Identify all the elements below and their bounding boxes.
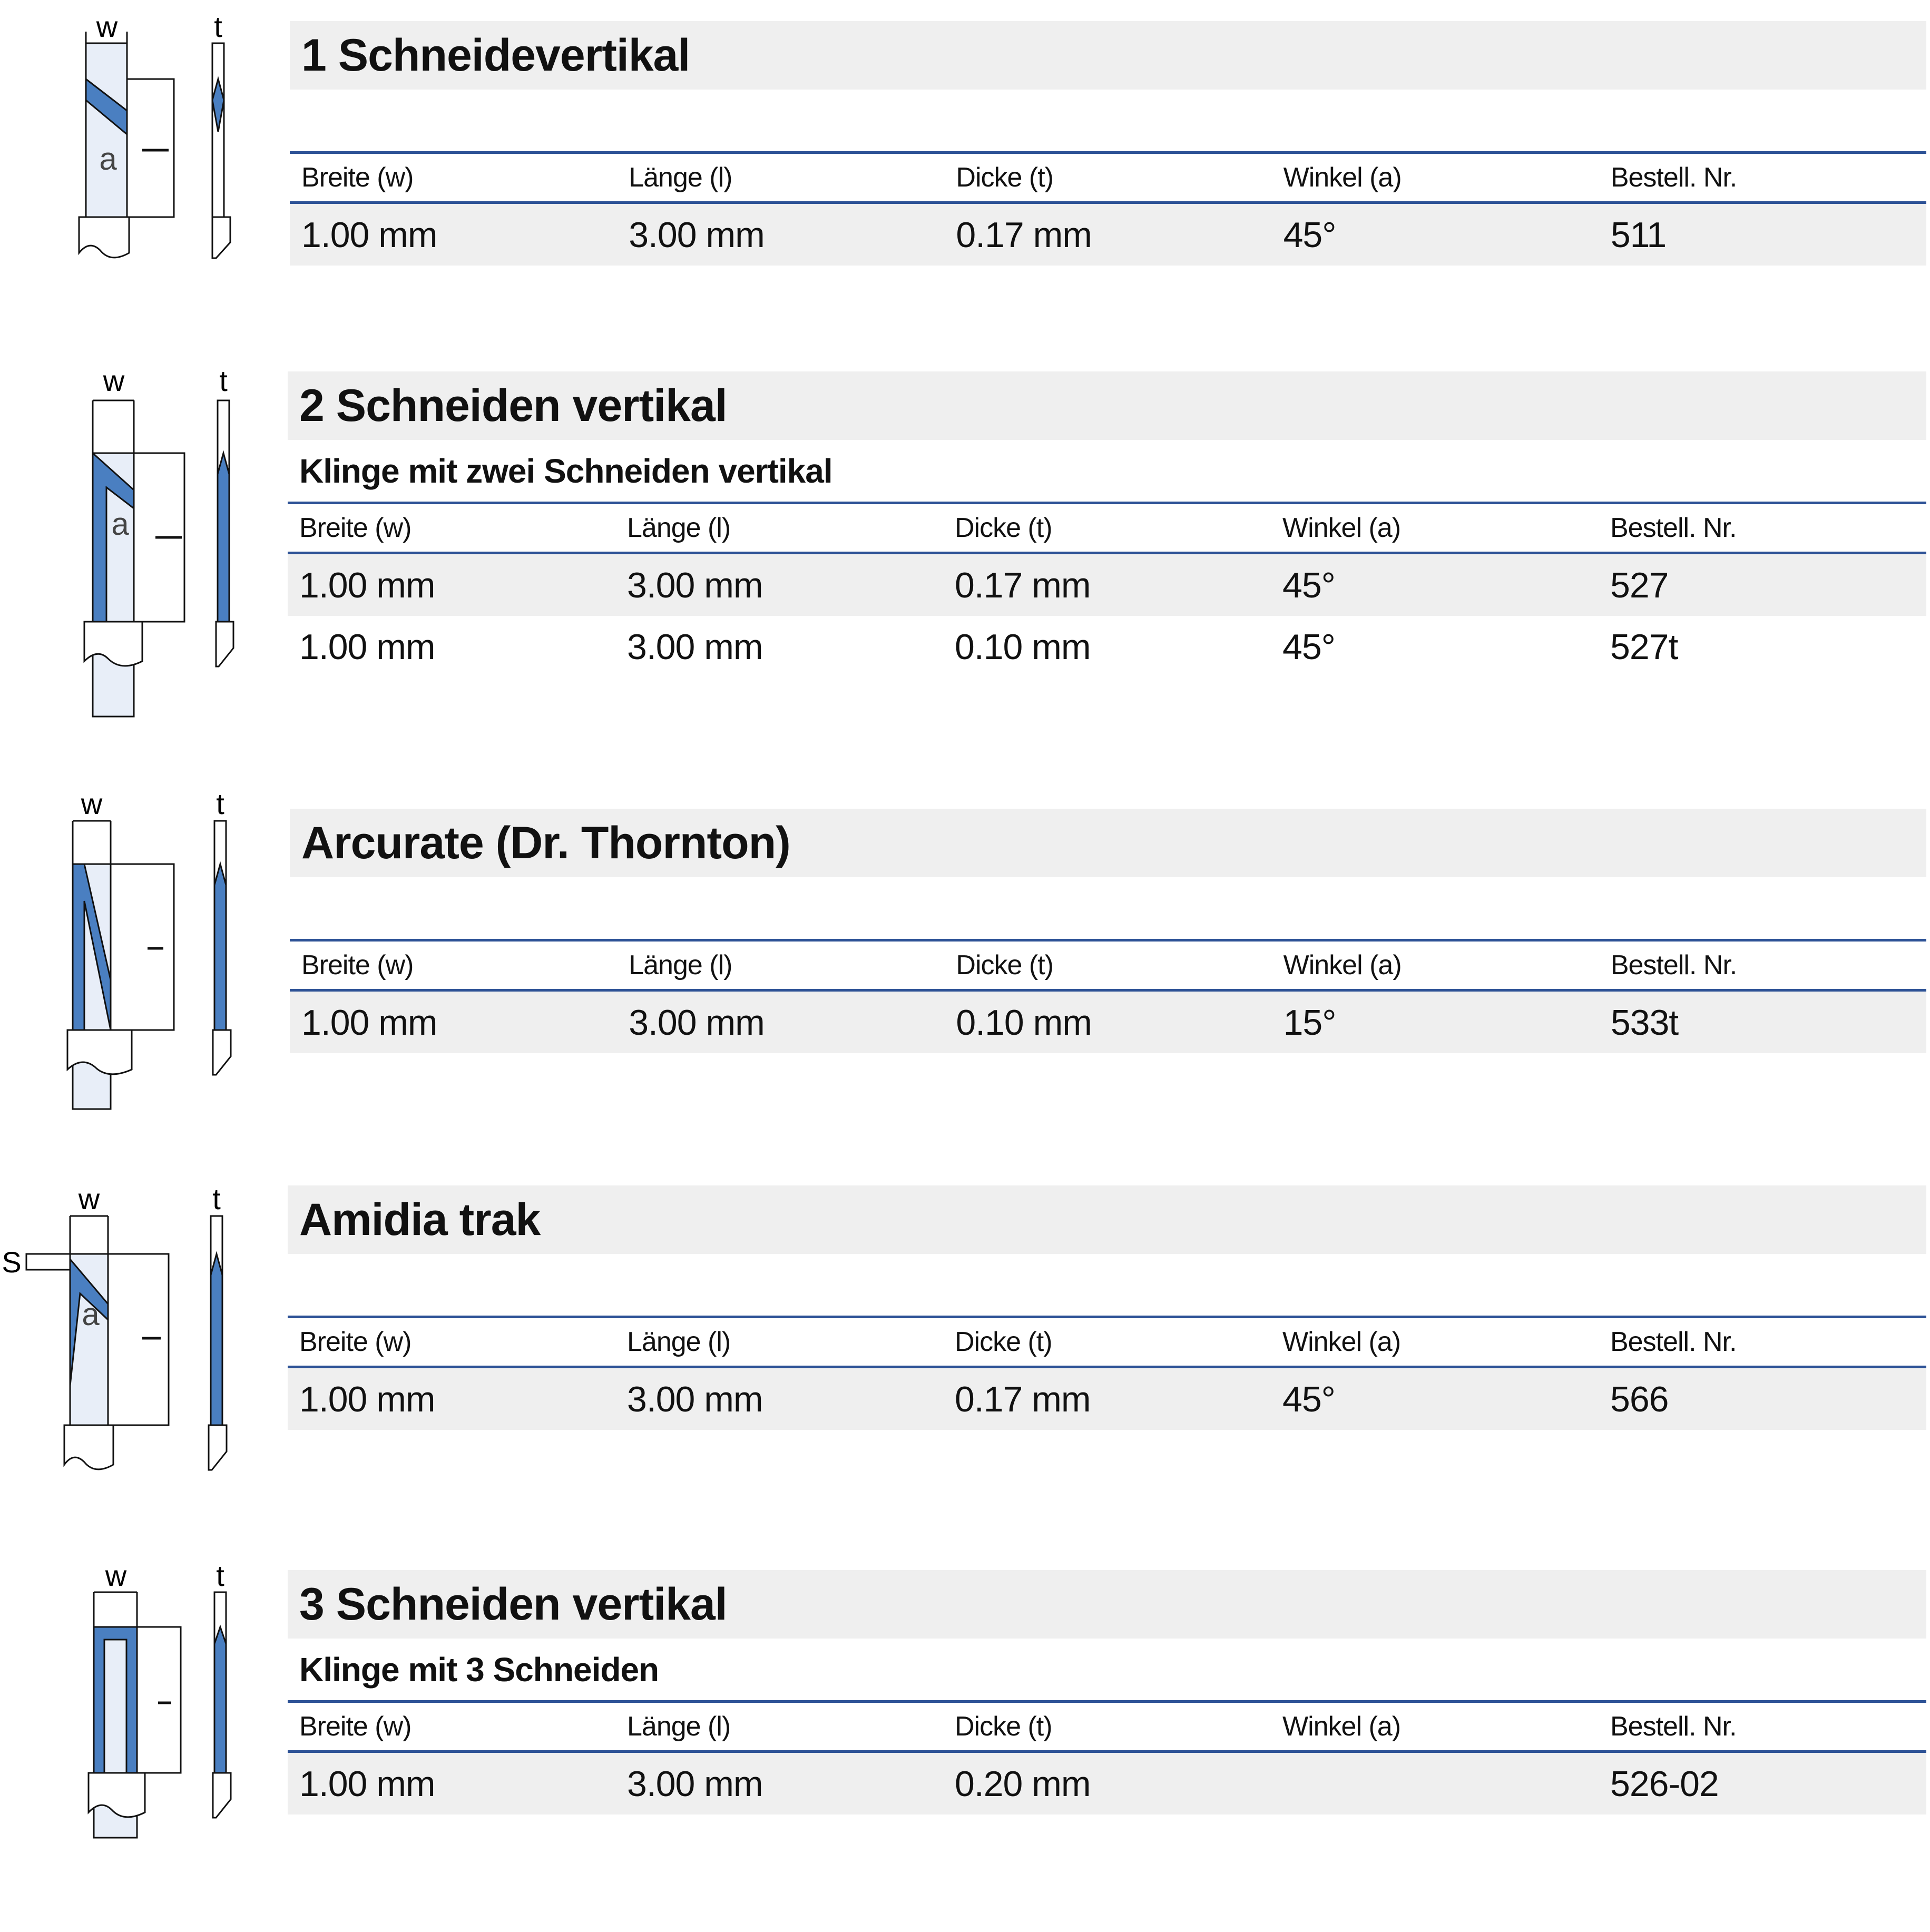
table-row xyxy=(288,554,1926,616)
section-title: 3 Schneiden vertikal xyxy=(288,1570,1926,1639)
header-winkel: Winkel (a) xyxy=(1282,1711,1401,1742)
label-t: t xyxy=(219,364,228,397)
header-breite: Breite (w) xyxy=(299,1327,412,1357)
header-breite: Breite (w) xyxy=(299,1711,412,1742)
spec-table-1 xyxy=(290,21,1926,266)
section-subtitle xyxy=(290,877,1926,939)
header-laenge: Länge (l) xyxy=(627,1327,731,1357)
label-w: w xyxy=(103,364,125,397)
section-title: 1 Schneidevertikal xyxy=(290,21,1926,90)
cell-winkel: 15° xyxy=(1283,1002,1336,1043)
cell-bestell: 511 xyxy=(1610,214,1667,255)
table-header-row xyxy=(288,1700,1926,1753)
label-s: S xyxy=(2,1245,22,1279)
cell-laenge: 3.00 mm xyxy=(627,1763,763,1804)
label-a: a xyxy=(99,141,117,176)
cell-winkel: 45° xyxy=(1283,214,1336,255)
header-laenge: Länge (l) xyxy=(627,513,731,543)
table-header-row xyxy=(288,502,1926,554)
cell-dicke: 0.17 mm xyxy=(955,565,1091,605)
table-row xyxy=(288,616,1926,678)
spec-table-5 xyxy=(288,1570,1926,1815)
label-a: a xyxy=(82,1297,100,1332)
blade-drawing-2 xyxy=(0,358,274,738)
header-winkel: Winkel (a) xyxy=(1283,950,1402,980)
cell-winkel: 45° xyxy=(1282,565,1335,605)
cell-laenge: 3.00 mm xyxy=(629,1002,765,1043)
cell-laenge: 3.00 mm xyxy=(627,565,763,605)
cell-dicke: 0.20 mm xyxy=(955,1763,1091,1804)
cell-breite: 1.00 mm xyxy=(301,214,437,255)
header-bestell: Bestell. Nr. xyxy=(1610,1711,1737,1742)
cell-breite: 1.00 mm xyxy=(299,565,435,605)
table-header-row xyxy=(288,1316,1926,1368)
section-subtitle xyxy=(288,1254,1926,1316)
header-dicke: Dicke (t) xyxy=(955,1711,1052,1742)
section-title: Amidia trak xyxy=(288,1185,1926,1254)
cell-laenge: 3.00 mm xyxy=(629,214,765,255)
cell-dicke: 0.17 mm xyxy=(956,214,1092,255)
blade-drawing-5 xyxy=(0,1560,274,1897)
label-w: w xyxy=(81,787,103,820)
header-bestell: Bestell. Nr. xyxy=(1610,950,1737,980)
header-laenge: Länge (l) xyxy=(627,1711,731,1742)
header-laenge: Länge (l) xyxy=(629,162,732,193)
label-w: w xyxy=(78,1182,100,1215)
label-w: w xyxy=(105,1560,127,1592)
label-w: w xyxy=(96,10,118,43)
label-t: t xyxy=(216,787,224,820)
header-laenge: Länge (l) xyxy=(629,950,732,980)
cell-breite: 1.00 mm xyxy=(299,626,435,667)
header-dicke: Dicke (t) xyxy=(955,1327,1052,1357)
cell-bestell: 527 xyxy=(1610,565,1669,605)
header-bestell: Bestell. Nr. xyxy=(1610,513,1737,543)
cell-laenge: 3.00 mm xyxy=(627,626,763,667)
cell-bestell: 566 xyxy=(1610,1379,1669,1419)
label-t: t xyxy=(212,1182,221,1215)
blade-drawing-1 xyxy=(0,0,274,295)
cell-winkel: 45° xyxy=(1282,1379,1335,1419)
cell-breite: 1.00 mm xyxy=(299,1379,435,1419)
header-bestell: Bestell. Nr. xyxy=(1610,1327,1737,1357)
cell-breite: 1.00 mm xyxy=(299,1763,435,1804)
cell-winkel: 45° xyxy=(1282,626,1335,667)
table-header-row xyxy=(290,939,1926,992)
header-winkel: Winkel (a) xyxy=(1282,1327,1401,1357)
header-winkel: Winkel (a) xyxy=(1282,513,1401,543)
cell-breite: 1.00 mm xyxy=(301,1002,437,1043)
cell-laenge: 3.00 mm xyxy=(627,1379,763,1419)
section-subtitle: Klinge mit 3 Schneiden xyxy=(299,1650,659,1689)
table-row xyxy=(290,992,1926,1053)
header-dicke: Dicke (t) xyxy=(955,513,1052,543)
table-header-row xyxy=(290,151,1926,204)
spec-table-4 xyxy=(288,1185,1926,1430)
header-dicke: Dicke (t) xyxy=(956,950,1053,980)
section-title: 2 Schneiden vertikal xyxy=(288,371,1926,440)
blade-drawing-4 xyxy=(0,1180,274,1496)
label-t: t xyxy=(214,10,222,43)
label-t: t xyxy=(216,1560,224,1592)
table-row xyxy=(288,1753,1926,1815)
section-1-schneidevertikal xyxy=(0,0,1930,295)
cell-dicke: 0.10 mm xyxy=(955,626,1091,667)
blade-drawing-3 xyxy=(0,785,274,1112)
cell-bestell: 533t xyxy=(1610,1002,1679,1043)
section-title: Arcurate (Dr. Thornton) xyxy=(290,809,1926,877)
header-breite: Breite (w) xyxy=(301,950,414,980)
cell-bestell: 526-02 xyxy=(1610,1763,1719,1804)
section-2-schneiden-vertikal xyxy=(0,358,1930,738)
section-5-3-schneiden-vertikal xyxy=(0,1560,1930,1897)
section-subtitle: Klinge mit zwei Schneiden vertikal xyxy=(299,452,832,490)
cell-dicke: 0.10 mm xyxy=(956,1002,1092,1043)
label-a: a xyxy=(111,506,129,542)
section-3-arcurate xyxy=(0,785,1930,1112)
spec-table-3 xyxy=(290,809,1926,1053)
spec-table-2 xyxy=(288,371,1926,678)
header-dicke: Dicke (t) xyxy=(956,162,1053,193)
table-row xyxy=(290,204,1926,266)
cell-dicke: 0.17 mm xyxy=(955,1379,1091,1419)
header-breite: Breite (w) xyxy=(301,162,414,193)
header-bestell: Bestell. Nr. xyxy=(1610,162,1737,193)
header-winkel: Winkel (a) xyxy=(1283,162,1402,193)
cell-bestell: 527t xyxy=(1610,626,1678,667)
section-4-amidia-trak xyxy=(0,1180,1930,1496)
table-row xyxy=(288,1368,1926,1430)
header-breite: Breite (w) xyxy=(299,513,412,543)
section-subtitle xyxy=(290,90,1926,151)
